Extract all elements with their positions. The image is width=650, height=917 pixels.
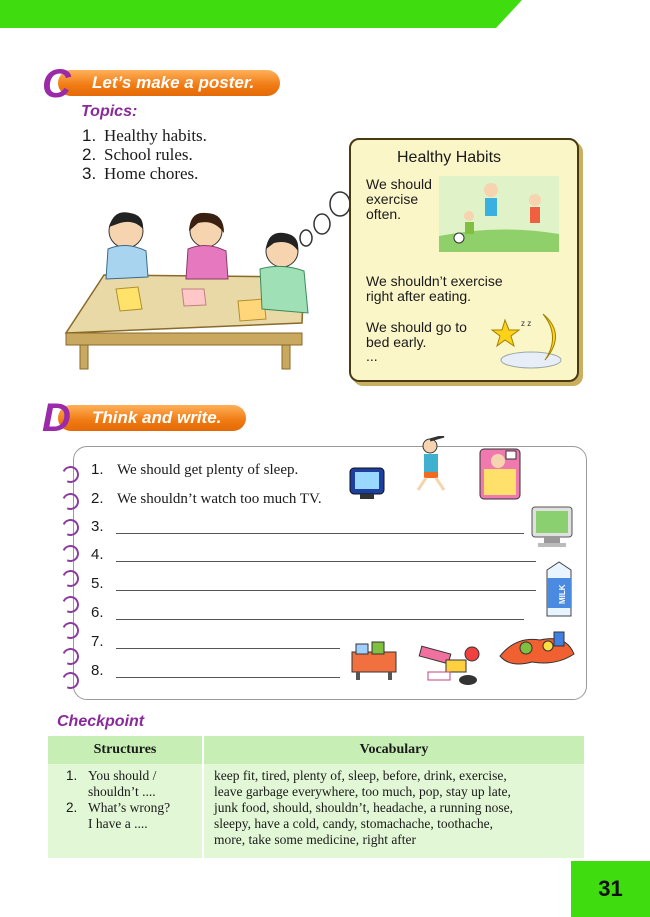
item-number: 6. [91, 604, 104, 621]
page-number: 31 [571, 861, 650, 917]
structures-header: Structures [48, 736, 203, 764]
section-d-title: Think and write. [92, 408, 222, 427]
section-c-letter: C [42, 62, 71, 106]
checkpoint-table [48, 736, 586, 858]
messy-desk-picture [350, 638, 398, 680]
item-number: 3. [91, 518, 104, 535]
svg-text:z z: z z [521, 319, 532, 328]
example-sentence: We should get plenty of sleep. [117, 462, 299, 478]
poster-title: Healthy Habits [397, 149, 502, 166]
structure-item: 1. You should / [66, 768, 157, 783]
poster-text: bed early. [366, 334, 427, 350]
structure-item: 2. What’s wrong? [66, 800, 171, 815]
structures-cell [48, 764, 203, 858]
poster-text: ... [366, 348, 378, 364]
answer-line[interactable] [116, 561, 536, 562]
tv-icon [348, 466, 386, 502]
topic-item: 1. Healthy habits. [82, 126, 207, 145]
checkpoint-label: Checkpoint [57, 713, 145, 730]
answer-line[interactable] [116, 648, 340, 649]
poster-text: We shouldn’t exercise [366, 273, 503, 289]
poster-text: We should go to [366, 319, 467, 335]
top-green-bar [0, 0, 650, 28]
answer-line[interactable] [116, 590, 536, 591]
poster-text: right after eating. [366, 288, 472, 304]
section-c-banner [58, 70, 280, 96]
item-number: 8. [91, 662, 104, 679]
junk-food-picture [416, 640, 488, 688]
structure-item-cont: I have a .... [88, 816, 148, 831]
section-c-title: Let’s make a poster. [92, 73, 255, 92]
topic-item: 3. Home chores. [82, 164, 199, 183]
healthy-habits-poster [349, 138, 579, 382]
vocabulary-line: junk food, should, shouldn’t, headache, a running nose, [214, 800, 513, 815]
item-number: 1. [91, 461, 104, 478]
garbage-pile-picture [496, 626, 578, 670]
poster-text: We should [366, 176, 432, 192]
kids-playing-soccer-picture [439, 176, 559, 252]
section-d-letter: D [42, 396, 71, 440]
item-number: 2. [91, 490, 104, 507]
item-number: 7. [91, 633, 104, 650]
structure-item-cont: shouldn’t .... [88, 784, 156, 799]
item-number: 4. [91, 546, 104, 563]
answer-line[interactable] [116, 677, 340, 678]
stretching-boy-picture [410, 436, 454, 492]
answer-line[interactable] [116, 619, 524, 620]
milk-carton-picture [541, 560, 577, 618]
poster-text: exercise [366, 191, 419, 207]
example-sentence: We shouldn’t watch too much TV. [117, 491, 322, 507]
moon-star-sleep-picture [491, 310, 571, 370]
poster-text: often. [366, 206, 402, 222]
vocabulary-cell [203, 764, 585, 858]
section-d-banner [58, 405, 246, 431]
vocabulary-line: keep fit, tired, plenty of, sleep, before, drink, exercise, [214, 768, 507, 783]
topics-label: Topics: [81, 103, 138, 120]
vocabulary-header: Vocabulary [203, 736, 585, 764]
milk-label: MILK [558, 584, 567, 604]
computer-icon [530, 505, 574, 549]
answer-line[interactable] [116, 533, 524, 534]
vocabulary-line: leave garbage everywhere, too much, pop, stay up late, [214, 784, 511, 799]
thought-bubbles [296, 180, 356, 250]
vocabulary-line: sleepy, have a cold, candy, stomachache, toothache, [214, 816, 494, 831]
children-making-poster-illustration [64, 205, 334, 375]
topic-item: 2. School rules. [82, 145, 193, 164]
item-number: 5. [91, 575, 104, 592]
vocabulary-line: more, take some medicine, right after [214, 832, 417, 847]
sleeping-child-picture [476, 447, 524, 501]
